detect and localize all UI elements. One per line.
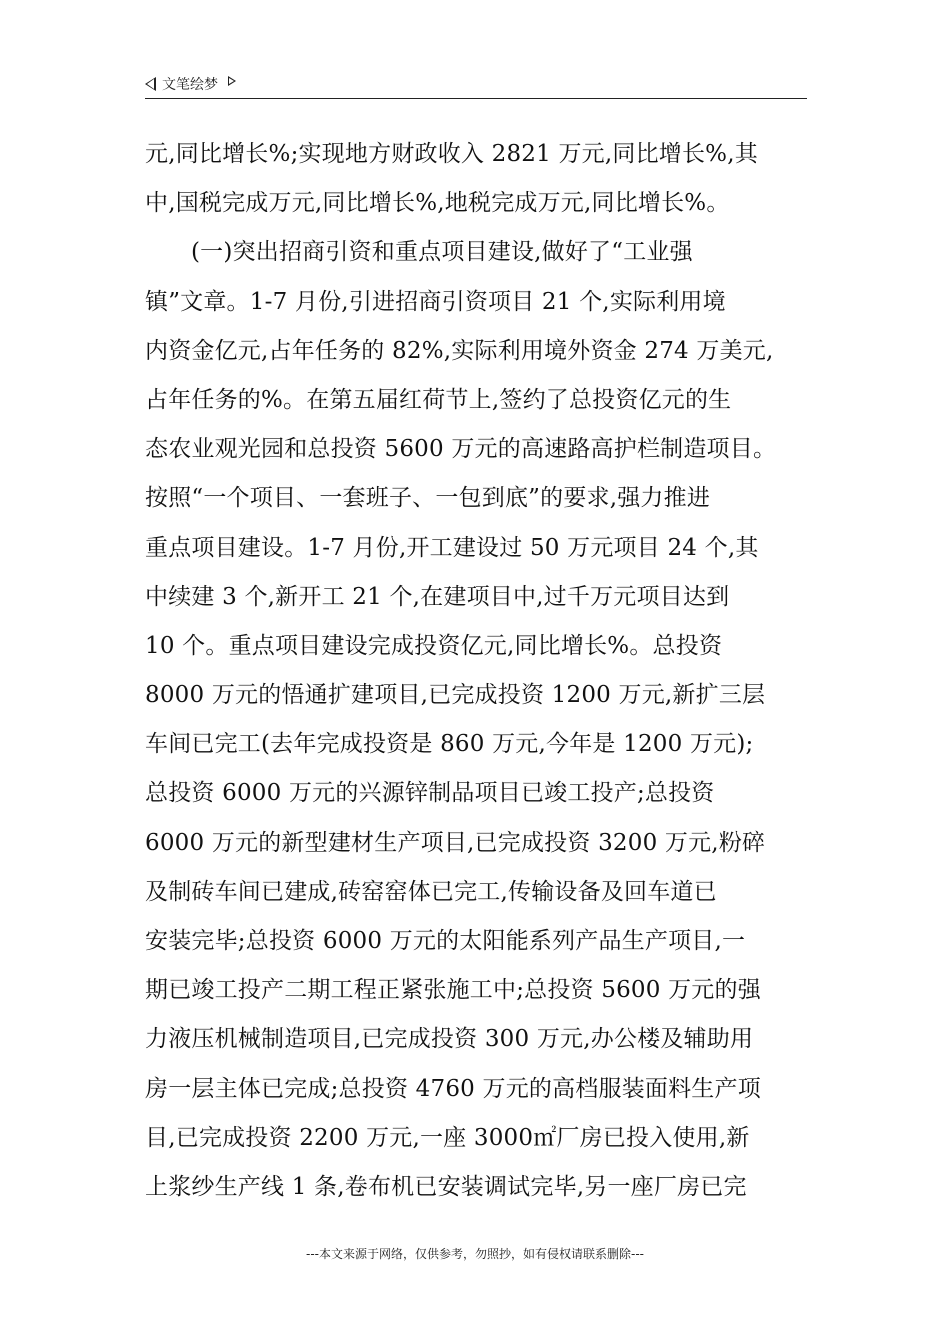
text-line: 态农业观光园和总投资 5600 万元的高速路高护栏制造项目。 [145,436,777,463]
text-line: 6000 万元的新型建材生产项目,已完成投资 3200 万元,粉碎 [145,829,766,856]
text-line: 按照“一个项目、一套班子、一包到底”的要求,强力推进 [145,485,711,512]
triangle-right-icon [228,76,236,86]
text-line: 10 个。重点项目建设完成投资亿元,同比增长%。总投资 [145,632,723,659]
text-line: (一)突出招商引资和重点项目建设,做好了“工业强 [191,239,693,266]
header-brand-label: 文笔绘梦 [162,77,218,93]
text-line: 占年任务的%。在第五届红荷节上,签约了总投资亿元的生 [145,386,732,413]
text-line: 中,国税完成万元,同比增长%,地税完成万元,同比增长%。 [145,190,730,217]
page-footer: ---本文来源于网络，仅供参考，勿照抄，如有侵权请联系删除--- [306,1247,644,1261]
text-line: 上浆纱生产线 1 条,卷布机已安装调试完毕,另一座厂房已完 [145,1173,747,1200]
text-line: 力液压机械制造项目,已完成投资 300 万元,办公楼及辅助用 [145,1026,754,1053]
text-line: 房一层主体已完成;总投资 4760 万元的高档服装面料生产项 [145,1075,761,1102]
document-body [145,130,810,1212]
text-line: 8000 万元的悟通扩建项目,已完成投资 1200 万元,新扩三层 [145,682,766,709]
text-line: 期已竣工投产二期工程正紧张施工中;总投资 5600 万元的强 [145,977,761,1004]
text-line: 总投资 6000 万元的兴源锌制品项目已竣工投产;总投资 [145,780,715,807]
header-brand [145,74,236,94]
page-header [145,72,807,99]
triangle-left-icon [145,77,156,91]
text-line: 安装完毕;总投资 6000 万元的太阳能系列产品生产项目,一 [145,928,746,954]
text-line: 重点项目建设。1-7 月份,开工建设过 50 万元项目 24 个,其 [145,534,759,561]
text-line: 车间已完工(去年完成投资是 860 万元,今年是 1200 万元); [145,731,754,758]
text-line: 元,同比增长%;实现地方财政收入 2821 万元,同比增长%,其 [145,141,758,167]
text-line: 目,已完成投资 2200 万元,一座 3000㎡厂房已投入使用,新 [145,1124,750,1151]
text-line: 镇”文章。1-7 月份,引进招商引资项目 21 个,实际利用境 [145,288,726,315]
text-line: 中续建 3 个,新开工 21 个,在建项目中,过千万元项目达到 [145,583,730,610]
text-line: 内资金亿元,占年任务的 82%,实际利用境外资金 274 万美元, [145,337,774,364]
text-line: 及制砖车间已建成,砖窑窑体已完工,传输设备及回车道已 [145,878,717,905]
